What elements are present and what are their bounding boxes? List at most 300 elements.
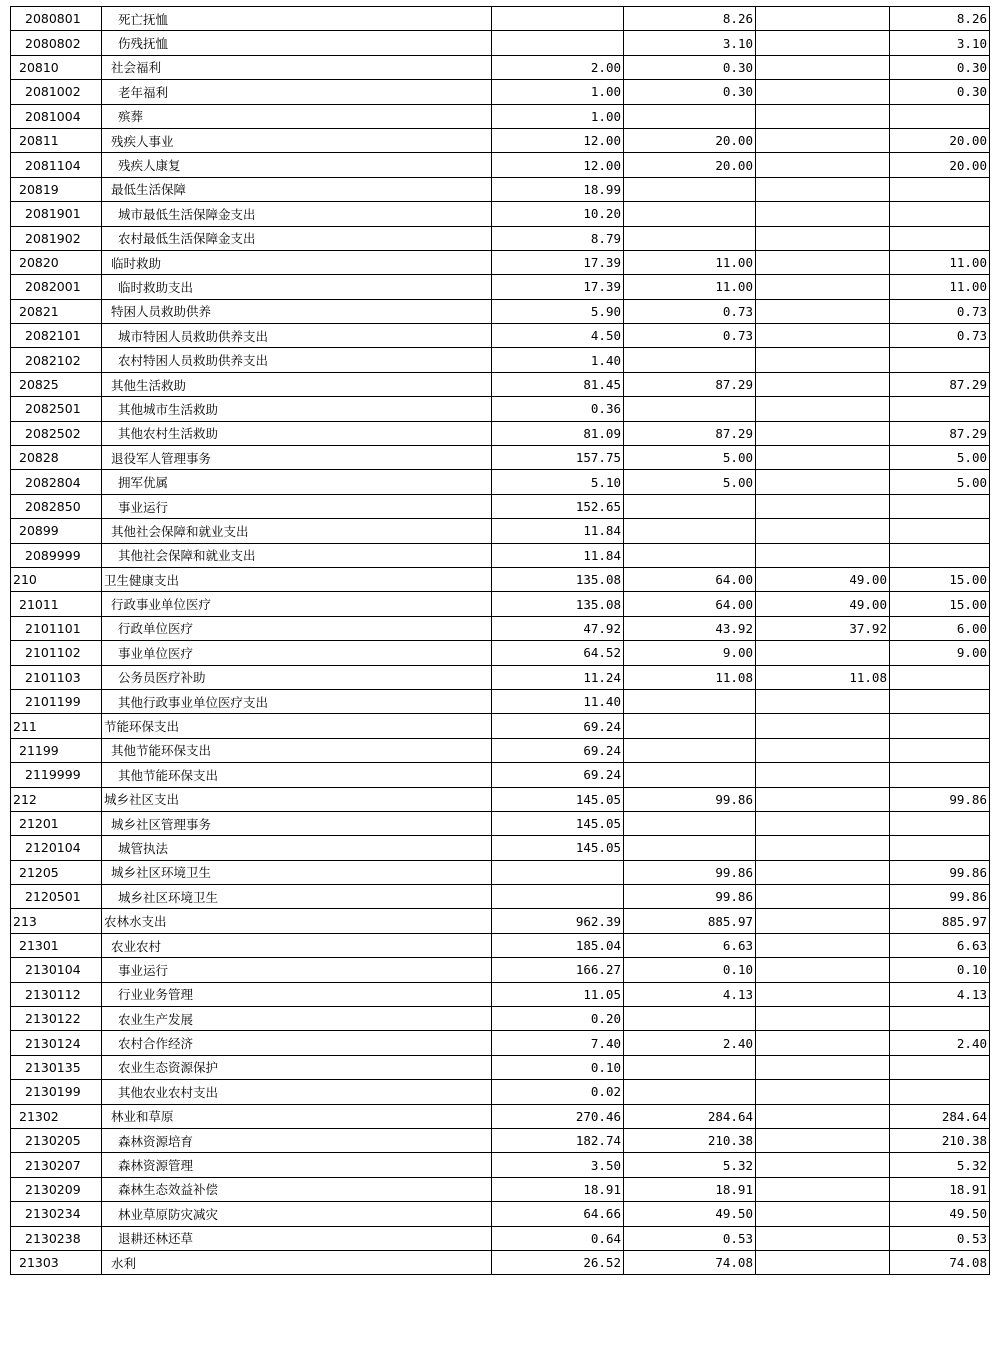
amount-col2-cell: 4.13	[624, 982, 756, 1006]
account-name-cell: 城乡社区环境卫生	[102, 885, 492, 909]
amount-col3-cell	[756, 1153, 890, 1177]
amount-col3-cell: 37.92	[756, 616, 890, 640]
account-name-cell: 殡葬	[102, 104, 492, 128]
amount-col1-cell: 47.92	[492, 616, 624, 640]
amount-col3-cell	[756, 275, 890, 299]
table-row	[11, 80, 990, 104]
amount-col4-cell: 0.30	[890, 80, 990, 104]
amount-col1-cell: 11.24	[492, 665, 624, 689]
amount-col1-cell: 11.40	[492, 689, 624, 713]
amount-col1-cell: 17.39	[492, 275, 624, 299]
account-name-cell: 临时救助	[102, 250, 492, 274]
amount-col4-cell	[890, 104, 990, 128]
table-row	[11, 958, 990, 982]
account-name-cell: 农村特困人员救助供养支出	[102, 348, 492, 372]
amount-col3-cell	[756, 372, 890, 396]
amount-col4-cell	[890, 763, 990, 787]
account-code-cell: 2119999	[11, 763, 102, 787]
account-code-cell: 2082850	[11, 494, 102, 518]
amount-col2-cell	[624, 494, 756, 518]
table-row	[11, 397, 990, 421]
amount-col1-cell: 17.39	[492, 250, 624, 274]
amount-col4-cell	[890, 1055, 990, 1079]
account-name-cell: 退役军人管理事务	[102, 446, 492, 470]
amount-col1-cell	[492, 885, 624, 909]
amount-col3-cell	[756, 202, 890, 226]
account-name-cell: 其他城市生活救助	[102, 397, 492, 421]
table-row	[11, 836, 990, 860]
table-row	[11, 641, 990, 665]
amount-col1-cell: 8.79	[492, 226, 624, 250]
table-row	[11, 1007, 990, 1031]
amount-col1-cell: 69.24	[492, 738, 624, 762]
amount-col2-cell	[624, 397, 756, 421]
table-row	[11, 1104, 990, 1128]
amount-col2-cell: 5.32	[624, 1153, 756, 1177]
table-row	[11, 250, 990, 274]
amount-col1-cell: 26.52	[492, 1250, 624, 1274]
amount-col3-cell	[756, 31, 890, 55]
amount-col1-cell: 157.75	[492, 446, 624, 470]
amount-col1-cell	[492, 860, 624, 884]
amount-col2-cell: 20.00	[624, 153, 756, 177]
amount-col3-cell	[756, 128, 890, 152]
amount-col2-cell	[624, 689, 756, 713]
table-row	[11, 1250, 990, 1274]
account-code-cell: 2081902	[11, 226, 102, 250]
account-name-cell: 森林资源管理	[102, 1153, 492, 1177]
table-row	[11, 689, 990, 713]
table-row	[11, 1128, 990, 1152]
amount-col4-cell: 6.00	[890, 616, 990, 640]
amount-col4-cell: 99.86	[890, 860, 990, 884]
amount-col2-cell: 49.50	[624, 1202, 756, 1226]
amount-col3-cell	[756, 446, 890, 470]
amount-col4-cell	[890, 811, 990, 835]
amount-col1-cell: 1.40	[492, 348, 624, 372]
account-name-cell: 特困人员救助供养	[102, 299, 492, 323]
table-row	[11, 128, 990, 152]
table-row	[11, 1226, 990, 1250]
amount-col2-cell: 0.53	[624, 1226, 756, 1250]
account-code-cell: 21302	[11, 1104, 102, 1128]
account-name-cell: 临时救助支出	[102, 275, 492, 299]
account-code-cell: 2101101	[11, 616, 102, 640]
amount-col4-cell: 20.00	[890, 153, 990, 177]
amount-col3-cell	[756, 421, 890, 445]
account-code-cell: 2130199	[11, 1080, 102, 1104]
account-code-cell: 2082804	[11, 470, 102, 494]
account-code-cell: 20899	[11, 519, 102, 543]
account-code-cell: 2089999	[11, 543, 102, 567]
amount-col1-cell: 4.50	[492, 324, 624, 348]
amount-col1-cell: 69.24	[492, 714, 624, 738]
account-code-cell: 2120104	[11, 836, 102, 860]
account-code-cell: 2082001	[11, 275, 102, 299]
table-row	[11, 104, 990, 128]
amount-col4-cell: 99.86	[890, 885, 990, 909]
amount-col4-cell	[890, 494, 990, 518]
amount-col4-cell: 4.13	[890, 982, 990, 1006]
amount-col1-cell	[492, 31, 624, 55]
account-name-cell: 林业草原防灾减灾	[102, 1202, 492, 1226]
amount-col3-cell	[756, 299, 890, 323]
account-code-cell: 2082101	[11, 324, 102, 348]
amount-col4-cell: 284.64	[890, 1104, 990, 1128]
amount-col1-cell: 270.46	[492, 1104, 624, 1128]
amount-col3-cell	[756, 324, 890, 348]
account-name-cell: 城乡社区支出	[102, 787, 492, 811]
amount-col3-cell	[756, 860, 890, 884]
account-name-cell: 其他社会保障和就业支出	[102, 543, 492, 567]
account-code-cell: 2082102	[11, 348, 102, 372]
amount-col4-cell: 5.32	[890, 1153, 990, 1177]
amount-col1-cell: 145.05	[492, 811, 624, 835]
amount-col4-cell: 0.73	[890, 299, 990, 323]
amount-col3-cell: 49.00	[756, 592, 890, 616]
budget-table	[10, 6, 990, 1275]
account-code-cell: 2080802	[11, 31, 102, 55]
amount-col3-cell	[756, 7, 890, 31]
amount-col1-cell: 2.00	[492, 55, 624, 79]
amount-col2-cell	[624, 202, 756, 226]
table-row	[11, 519, 990, 543]
amount-col2-cell: 20.00	[624, 128, 756, 152]
account-code-cell: 2130205	[11, 1128, 102, 1152]
amount-col3-cell	[756, 397, 890, 421]
amount-col1-cell: 5.10	[492, 470, 624, 494]
amount-col1-cell: 3.50	[492, 1153, 624, 1177]
amount-col2-cell: 11.08	[624, 665, 756, 689]
amount-col1-cell: 12.00	[492, 153, 624, 177]
account-code-cell: 21201	[11, 811, 102, 835]
account-name-cell: 事业单位医疗	[102, 641, 492, 665]
amount-col4-cell: 18.91	[890, 1177, 990, 1201]
amount-col1-cell: 64.66	[492, 1202, 624, 1226]
amount-col1-cell: 11.84	[492, 519, 624, 543]
amount-col2-cell: 87.29	[624, 421, 756, 445]
table-row	[11, 592, 990, 616]
account-name-cell: 森林资源培育	[102, 1128, 492, 1152]
amount-col2-cell	[624, 104, 756, 128]
amount-col1-cell: 135.08	[492, 592, 624, 616]
amount-col3-cell	[756, 1226, 890, 1250]
account-code-cell: 2130122	[11, 1007, 102, 1031]
account-name-cell: 行政事业单位医疗	[102, 592, 492, 616]
table-row	[11, 982, 990, 1006]
account-name-cell: 残疾人事业	[102, 128, 492, 152]
amount-col2-cell: 3.10	[624, 31, 756, 55]
table-row	[11, 1202, 990, 1226]
table-row	[11, 177, 990, 201]
amount-col4-cell: 5.00	[890, 470, 990, 494]
amount-col3-cell	[756, 714, 890, 738]
account-name-cell: 城乡社区环境卫生	[102, 860, 492, 884]
account-name-cell: 森林生态效益补偿	[102, 1177, 492, 1201]
account-name-cell: 老年福利	[102, 80, 492, 104]
amount-col1-cell: 962.39	[492, 909, 624, 933]
amount-col2-cell: 9.00	[624, 641, 756, 665]
amount-col1-cell	[492, 7, 624, 31]
amount-col4-cell: 99.86	[890, 787, 990, 811]
account-code-cell: 2101199	[11, 689, 102, 713]
account-code-cell: 2130124	[11, 1031, 102, 1055]
amount-col3-cell	[756, 787, 890, 811]
account-name-cell: 城市最低生活保障金支出	[102, 202, 492, 226]
amount-col4-cell: 885.97	[890, 909, 990, 933]
account-name-cell: 节能环保支出	[102, 714, 492, 738]
account-name-cell: 其他行政事业单位医疗支出	[102, 689, 492, 713]
amount-col3-cell	[756, 885, 890, 909]
amount-col3-cell	[756, 641, 890, 665]
account-name-cell: 其他农村生活救助	[102, 421, 492, 445]
amount-col2-cell: 2.40	[624, 1031, 756, 1055]
amount-col2-cell: 11.00	[624, 275, 756, 299]
amount-col3-cell	[756, 153, 890, 177]
amount-col2-cell: 885.97	[624, 909, 756, 933]
account-code-cell: 212	[11, 787, 102, 811]
account-code-cell: 2130234	[11, 1202, 102, 1226]
amount-col4-cell: 8.26	[890, 7, 990, 31]
account-code-cell: 2120501	[11, 885, 102, 909]
amount-col2-cell: 6.63	[624, 933, 756, 957]
amount-col3-cell	[756, 1128, 890, 1152]
amount-col3-cell	[756, 1104, 890, 1128]
account-code-cell: 2080801	[11, 7, 102, 31]
amount-col1-cell: 1.00	[492, 104, 624, 128]
amount-col1-cell: 10.20	[492, 202, 624, 226]
amount-col2-cell	[624, 836, 756, 860]
account-name-cell: 农业农村	[102, 933, 492, 957]
amount-col4-cell: 11.00	[890, 250, 990, 274]
account-name-cell: 城乡社区管理事务	[102, 811, 492, 835]
account-code-cell: 21301	[11, 933, 102, 957]
account-code-cell: 20811	[11, 128, 102, 152]
amount-col4-cell	[890, 665, 990, 689]
account-code-cell: 21199	[11, 738, 102, 762]
amount-col4-cell: 87.29	[890, 372, 990, 396]
account-name-cell: 公务员医疗补助	[102, 665, 492, 689]
account-code-cell: 2081002	[11, 80, 102, 104]
amount-col1-cell: 135.08	[492, 567, 624, 591]
amount-col3-cell	[756, 1007, 890, 1031]
table-row	[11, 933, 990, 957]
amount-col1-cell: 5.90	[492, 299, 624, 323]
account-name-cell: 其他生活救助	[102, 372, 492, 396]
table-row	[11, 543, 990, 567]
amount-col2-cell: 99.86	[624, 787, 756, 811]
amount-col4-cell	[890, 543, 990, 567]
amount-col1-cell: 0.64	[492, 1226, 624, 1250]
account-code-cell: 21303	[11, 1250, 102, 1274]
account-name-cell: 死亡抚恤	[102, 7, 492, 31]
amount-col4-cell: 20.00	[890, 128, 990, 152]
account-name-cell: 最低生活保障	[102, 177, 492, 201]
account-code-cell: 2130112	[11, 982, 102, 1006]
account-code-cell: 2130209	[11, 1177, 102, 1201]
amount-col2-cell	[624, 763, 756, 787]
account-name-cell: 林业和草原	[102, 1104, 492, 1128]
amount-col3-cell	[756, 104, 890, 128]
amount-col2-cell	[624, 1007, 756, 1031]
account-code-cell: 213	[11, 909, 102, 933]
amount-col2-cell: 74.08	[624, 1250, 756, 1274]
table-row	[11, 1177, 990, 1201]
table-row	[11, 446, 990, 470]
amount-col1-cell: 145.05	[492, 836, 624, 860]
amount-col4-cell: 0.10	[890, 958, 990, 982]
amount-col3-cell	[756, 982, 890, 1006]
table-row	[11, 153, 990, 177]
account-name-cell: 其他社会保障和就业支出	[102, 519, 492, 543]
account-name-cell: 事业运行	[102, 958, 492, 982]
amount-col2-cell	[624, 811, 756, 835]
amount-col4-cell: 0.30	[890, 55, 990, 79]
amount-col1-cell: 81.45	[492, 372, 624, 396]
account-code-cell: 2130104	[11, 958, 102, 982]
account-code-cell: 20828	[11, 446, 102, 470]
amount-col4-cell	[890, 1007, 990, 1031]
amount-col3-cell	[756, 470, 890, 494]
amount-col3-cell	[756, 1055, 890, 1079]
table-row	[11, 1080, 990, 1104]
amount-col2-cell	[624, 738, 756, 762]
amount-col2-cell: 18.91	[624, 1177, 756, 1201]
amount-col2-cell: 0.10	[624, 958, 756, 982]
table-row	[11, 665, 990, 689]
table-row	[11, 885, 990, 909]
amount-col4-cell	[890, 519, 990, 543]
amount-col4-cell	[890, 202, 990, 226]
table-row	[11, 567, 990, 591]
amount-col2-cell: 99.86	[624, 860, 756, 884]
amount-col1-cell: 1.00	[492, 80, 624, 104]
amount-col1-cell: 0.02	[492, 1080, 624, 1104]
amount-col2-cell: 284.64	[624, 1104, 756, 1128]
account-name-cell: 其他节能环保支出	[102, 738, 492, 762]
amount-col4-cell	[890, 714, 990, 738]
table-row	[11, 494, 990, 518]
amount-col2-cell: 11.00	[624, 250, 756, 274]
amount-col2-cell: 8.26	[624, 7, 756, 31]
amount-col4-cell: 6.63	[890, 933, 990, 957]
table-row	[11, 324, 990, 348]
table-row	[11, 299, 990, 323]
account-code-cell: 2130207	[11, 1153, 102, 1177]
account-name-cell: 残疾人康复	[102, 153, 492, 177]
amount-col2-cell: 0.73	[624, 299, 756, 323]
amount-col1-cell: 18.91	[492, 1177, 624, 1201]
account-name-cell: 行业业务管理	[102, 982, 492, 1006]
amount-col4-cell	[890, 1080, 990, 1104]
amount-col4-cell: 74.08	[890, 1250, 990, 1274]
amount-col2-cell: 87.29	[624, 372, 756, 396]
amount-col3-cell	[756, 933, 890, 957]
table-row	[11, 275, 990, 299]
account-code-cell: 210	[11, 567, 102, 591]
amount-col2-cell: 43.92	[624, 616, 756, 640]
amount-col4-cell: 5.00	[890, 446, 990, 470]
amount-col4-cell: 49.50	[890, 1202, 990, 1226]
account-code-cell: 20819	[11, 177, 102, 201]
account-name-cell: 行政单位医疗	[102, 616, 492, 640]
account-name-cell: 卫生健康支出	[102, 567, 492, 591]
amount-col1-cell: 0.10	[492, 1055, 624, 1079]
account-code-cell: 2081901	[11, 202, 102, 226]
amount-col1-cell: 0.36	[492, 397, 624, 421]
account-name-cell: 事业运行	[102, 494, 492, 518]
amount-col2-cell	[624, 1080, 756, 1104]
amount-col2-cell: 5.00	[624, 446, 756, 470]
amount-col1-cell: 166.27	[492, 958, 624, 982]
account-name-cell: 农林水支出	[102, 909, 492, 933]
amount-col1-cell: 11.84	[492, 543, 624, 567]
table-body	[11, 7, 990, 1275]
amount-col4-cell	[890, 836, 990, 860]
amount-col3-cell	[756, 55, 890, 79]
account-name-cell: 其他节能环保支出	[102, 763, 492, 787]
account-code-cell: 21205	[11, 860, 102, 884]
amount-col1-cell: 64.52	[492, 641, 624, 665]
amount-col3-cell	[756, 543, 890, 567]
table-row	[11, 470, 990, 494]
account-code-cell: 20825	[11, 372, 102, 396]
table-row	[11, 811, 990, 835]
account-code-cell: 2101102	[11, 641, 102, 665]
table-row	[11, 787, 990, 811]
account-name-cell: 水利	[102, 1250, 492, 1274]
amount-col2-cell	[624, 177, 756, 201]
table-row	[11, 7, 990, 31]
amount-col3-cell: 49.00	[756, 567, 890, 591]
amount-col2-cell	[624, 543, 756, 567]
table-row	[11, 31, 990, 55]
amount-col4-cell	[890, 226, 990, 250]
account-code-cell: 2082502	[11, 421, 102, 445]
amount-col3-cell	[756, 909, 890, 933]
account-name-cell: 其他农业农村支出	[102, 1080, 492, 1104]
amount-col2-cell	[624, 1055, 756, 1079]
table-row	[11, 372, 990, 396]
account-name-cell: 农村最低生活保障金支出	[102, 226, 492, 250]
amount-col2-cell: 64.00	[624, 592, 756, 616]
amount-col3-cell	[756, 1202, 890, 1226]
amount-col4-cell: 3.10	[890, 31, 990, 55]
amount-col3-cell	[756, 763, 890, 787]
amount-col1-cell: 185.04	[492, 933, 624, 957]
account-name-cell: 农村合作经济	[102, 1031, 492, 1055]
amount-col3-cell: 11.08	[756, 665, 890, 689]
amount-col4-cell	[890, 348, 990, 372]
amount-col3-cell	[756, 958, 890, 982]
table-row	[11, 909, 990, 933]
table-row	[11, 1153, 990, 1177]
account-name-cell: 城市特困人员救助供养支出	[102, 324, 492, 348]
table-row	[11, 348, 990, 372]
amount-col2-cell: 0.30	[624, 80, 756, 104]
amount-col2-cell: 5.00	[624, 470, 756, 494]
amount-col4-cell: 0.53	[890, 1226, 990, 1250]
amount-col1-cell: 0.20	[492, 1007, 624, 1031]
table-row	[11, 55, 990, 79]
amount-col3-cell	[756, 494, 890, 518]
account-code-cell: 20820	[11, 250, 102, 274]
table-row	[11, 738, 990, 762]
account-code-cell: 2082501	[11, 397, 102, 421]
table-row	[11, 860, 990, 884]
amount-col2-cell: 64.00	[624, 567, 756, 591]
account-name-cell: 伤残抚恤	[102, 31, 492, 55]
